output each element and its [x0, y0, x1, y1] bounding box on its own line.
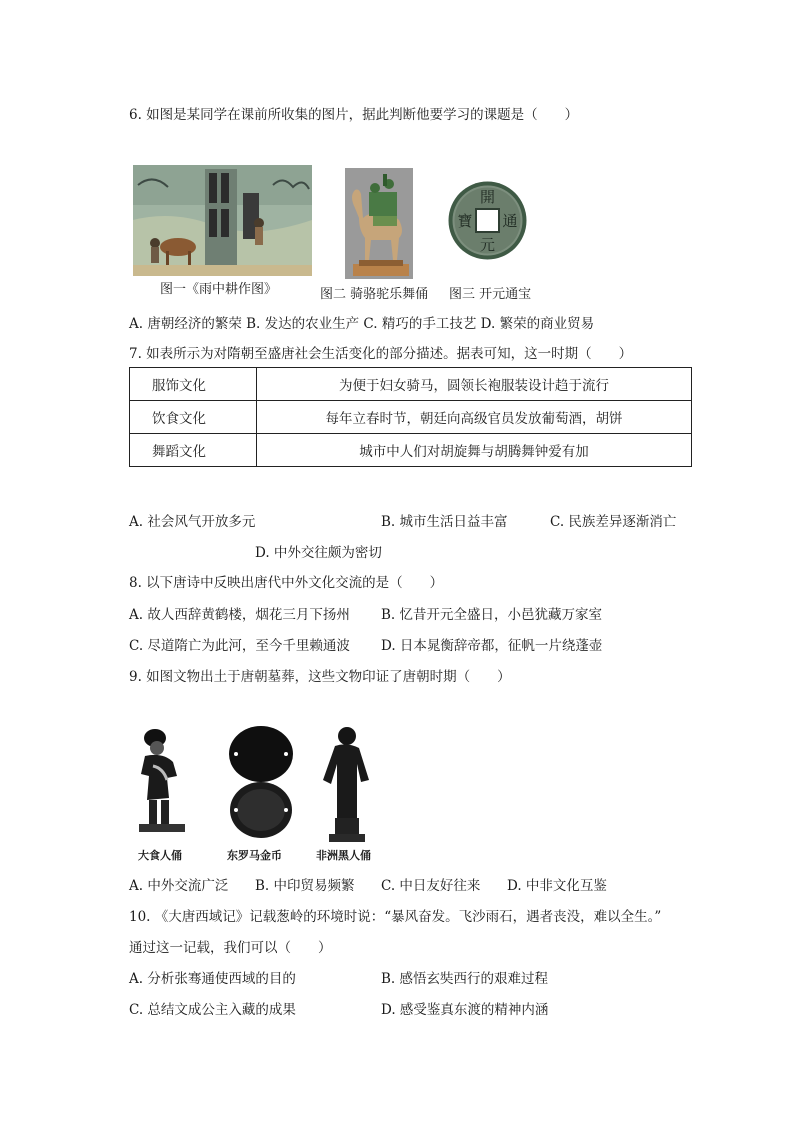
q8-option-a: A. 故人西辞黄鹤楼，烟花三月下扬州	[129, 607, 350, 623]
q9-label-3: 非洲黑人俑	[316, 849, 371, 862]
q6-caption-3: 图三 开元通宝	[449, 287, 532, 302]
table-content: 每年立春时节，朝廷向高级官员发放葡萄酒，胡饼	[257, 401, 692, 434]
q9-label-2: 东罗马金币	[227, 849, 282, 862]
q8-option-b: B. 忆昔开元全盛日，小邑犹藏万家室	[381, 607, 603, 623]
q9-option-a: A. 中外交流广泛	[129, 878, 229, 894]
q6-stem: 6. 如图是某同学在课前所收集的图片，据此判断他要学习的课题是（ ）	[129, 107, 579, 123]
african-figurine-image	[313, 724, 377, 844]
q9-option-c: C. 中日友好往来	[381, 878, 481, 894]
rain-farming-mural-image	[133, 165, 312, 276]
q7-option-b: B. 城市生活日益丰富	[381, 514, 508, 530]
table-content: 为便于妇女骑马，圆领长袍服装设计趋于流行	[257, 368, 692, 401]
table-row	[130, 401, 692, 434]
q6-caption-2: 图二 骑骆驼乐舞俑	[320, 287, 429, 302]
q8-option-c: C. 尽道隋亡为此河，至今千里赖通波	[129, 638, 350, 654]
arab-figurine-image	[133, 726, 193, 838]
q7-option-a: A. 社会风气开放多元	[129, 514, 256, 530]
camel-musicians-figurine-image	[345, 168, 413, 279]
table-row	[130, 434, 692, 467]
q9-label-1: 大食人俑	[138, 849, 182, 862]
coin-char-right: 通	[502, 212, 518, 230]
kaiyuan-tongbao-coin-image	[447, 180, 528, 261]
q7-option-c: C. 民族差异逐渐消亡	[550, 514, 677, 530]
q10-stem-line2: 通过这一记载，我们可以（ ）	[129, 940, 332, 956]
q9-option-d: D. 中非文化互鉴	[507, 878, 607, 894]
q6-options: A. 唐朝经济的繁荣 B. 发达的农业生产 C. 精巧的手工技艺 D. 繁荣的商业贸易	[129, 316, 595, 332]
q8-option-d: D. 日本晁衡辞帝都，征帆一片绕蓬壶	[381, 638, 603, 654]
coin-char-top: 開	[479, 188, 496, 206]
q9-option-b: B. 中印贸易频繁	[255, 878, 355, 894]
q10-option-c: C. 总结文成公主入藏的成果	[129, 1002, 296, 1018]
q7-stem: 7. 如表所示为对隋朝至盛唐社会生活变化的部分描述。据表可知，这一时期（ ）	[129, 346, 633, 362]
q10-option-a: A. 分析张骞通使西域的目的	[129, 971, 296, 987]
table-label: 舞蹈文化	[130, 434, 257, 467]
coin-char-left: 寶	[457, 212, 473, 230]
q10-option-b: B. 感悟玄奘西行的艰难过程	[381, 971, 549, 987]
q9-stem: 9. 如图文物出土于唐朝墓葬，这些文物印证了唐朝时期（ ）	[129, 669, 511, 685]
byzantine-gold-coins-image	[226, 724, 296, 840]
table-row	[130, 368, 692, 401]
q10-option-d: D. 感受鉴真东渡的精神内涵	[381, 1002, 549, 1018]
table-label: 饮食文化	[130, 401, 257, 434]
q8-stem: 8. 以下唐诗中反映出唐代中外文化交流的是（ ）	[129, 575, 444, 591]
coin-char-bottom: 元	[479, 236, 496, 254]
q6-caption-1: 图一《雨中耕作图》	[160, 282, 278, 297]
table-label: 服饰文化	[130, 368, 257, 401]
q10-stem-line1: 10. 《大唐西域记》记载葱岭的环境时说：“暴风奋发。飞沙雨石，遇者丧没，难以全生。”	[129, 909, 662, 925]
q7-table	[129, 367, 692, 467]
table-content: 城市中人们对胡旋舞与胡腾舞钟爱有加	[257, 434, 692, 467]
q7-option-d: D. 中外交往颇为密切	[255, 545, 382, 561]
